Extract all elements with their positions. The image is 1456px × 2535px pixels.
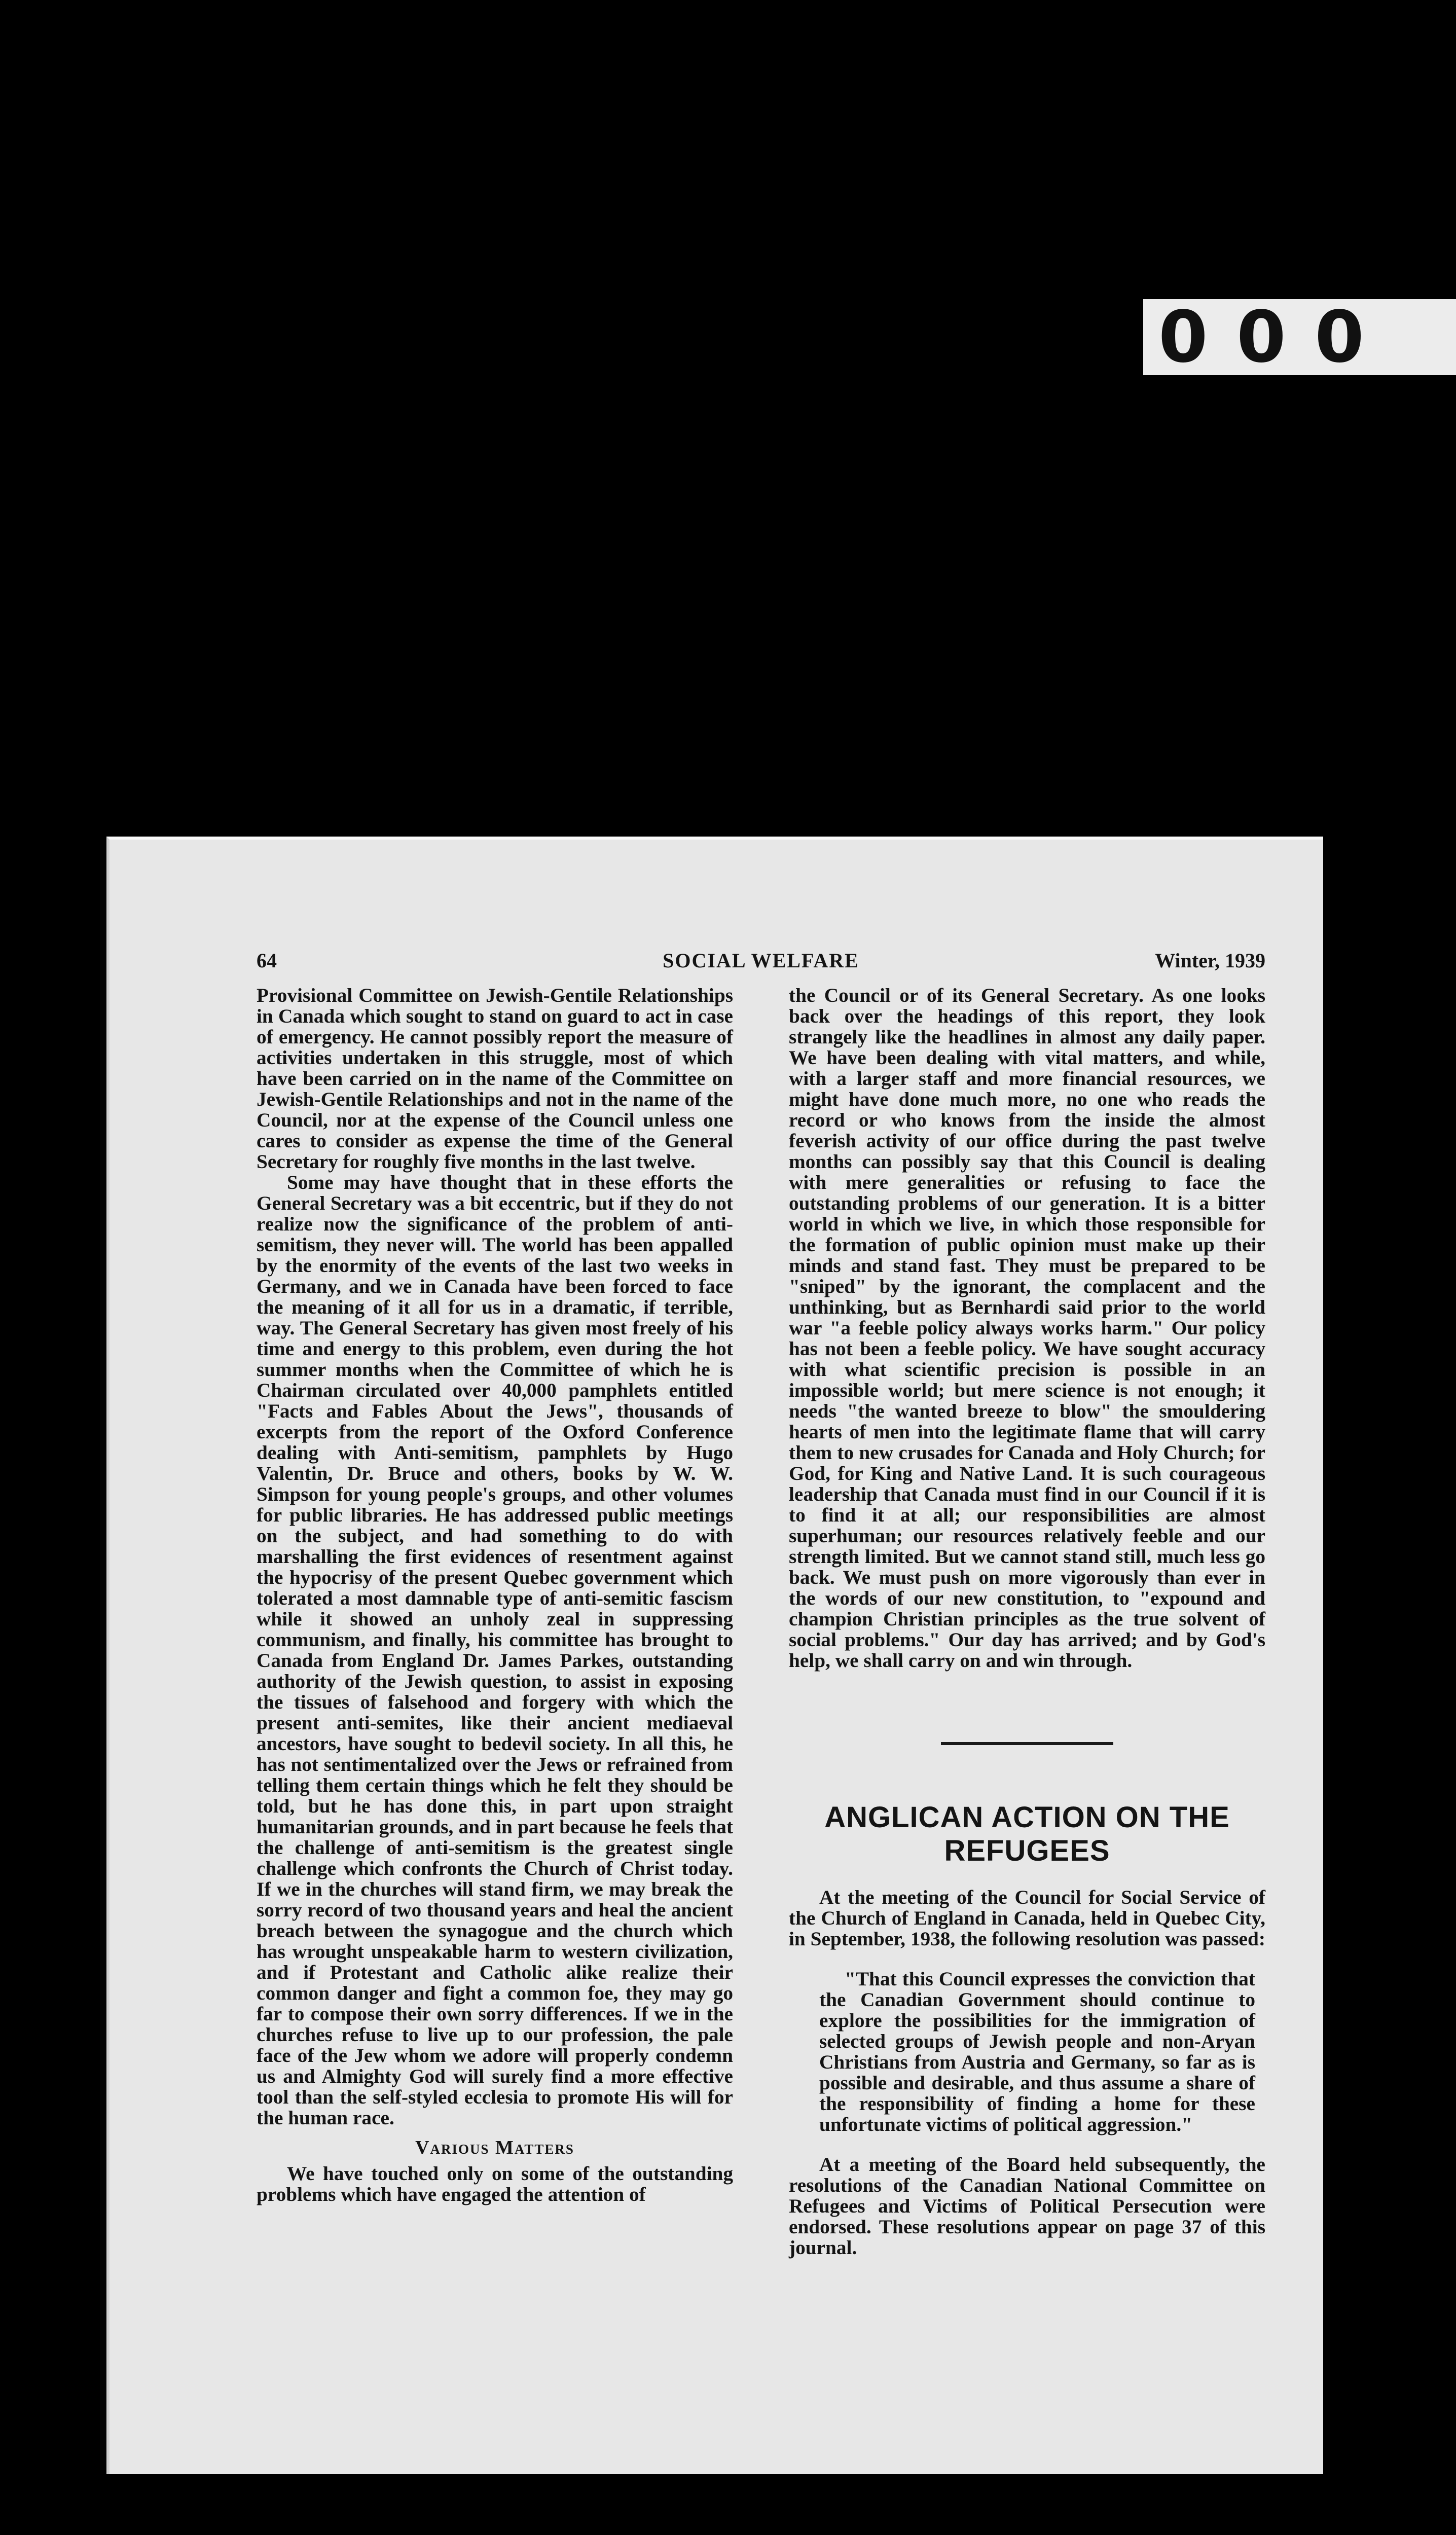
frame-number-text: 0 0 0 <box>1158 296 1366 379</box>
journal-title: SOCIAL WELFARE <box>663 949 859 972</box>
paragraph: At the meeting of the Council for Social Service of the Church of England in Canada, held in Quebec City, in September, 1938, the following resolution was passed: <box>789 1886 1265 1950</box>
section-divider <box>941 1742 1113 1745</box>
left-column <box>257 985 733 2205</box>
running-head <box>257 949 1265 979</box>
resolution-text: "That this Council expresses the conviction that the Canadian Government should continue to explore the possibilities for the immigration of selected groups of Jewish people and non-Aryan Christians from Austria and Germany, so far as is possible and desirable, and thus assume a share of the responsibility of finding a home for these unfortunate victims of political aggression." <box>819 1968 1255 2135</box>
article-title-line: ANGLICAN ACTION ON THE <box>824 1801 1230 1834</box>
paragraph: Provisional Committee on Jewish-Gentile Relationships in Canada which sought to stand on guard to act in case of emergency. He cannot possibly report the measure of activities undertaken in this struggle, most of which have been carried on in the name of the Committee on Jewish-Gentile Relationships and not in the name of the Council, nor at the expense of the Council unless one cares to consider as expense the time of the General Secretary for roughly five months in the last twelve. <box>257 984 733 1173</box>
paragraph: the Council or of its General Secretary. As one looks back over the headings of this report, they look strangely like the headlines in almost any daily paper. We have been dealing with vital matters, and while, with a larger staff and more financial resources, we might have done much more, no one who reads the record or who knows from the inside the almost feverish activity of our office during the past twelve months can possibly say that this Council is dealing with mere generalities or refusing to face the outstanding problems of our generation. It is a bitter world in which we live, in which those responsible for the formation of public opinion must make up their minds and stand fast. They must be prepared to be "sniped" by the ignorant, the complacent and the unthinking, but as Bernhardi said prior to the world war "a feeble policy always works harm." Our policy has not been a feeble policy. We have sought accuracy with what scientific precision is possible in an impossible world; but mere science is not enough; it needs "the wanted breeze to blow" the smouldering hearts of men into the legitimate flame that will carry them to new crusades for Canada and Holy Church; for God, for King and Native Land. It is such courageous leadership that Canada must find in our Council if it is to find it at all; our responsibilities are almost superhuman; our resources relatively feeble and our strength limited. But we cannot stand still, much less go back. We must push on more vigorously than ever in the words of our new constitution, to "expound and champion Christian principles as the true solvent of social problems." Our day has arrived; and by God's help, we shall carry on and win through. <box>789 984 1265 1672</box>
microfilm-frame-number <box>1143 296 1456 379</box>
article-title-line: REFUGEES <box>944 1834 1110 1867</box>
paragraph: Some may have thought that in these efforts the General Secretary was a bit eccentric, but if they do not realize now the significance of the problem of anti-semitism, they never will. The world has been appalled by the enormity of the events of the last two weeks in Germany, and we in Canada have been forced to face the meaning of it all for us in a dramatic, if terrible, way. The General Secretary has given most freely of his time and energy to this problem, even during the hot summer months when the Committee of which he is Chairman circulated over 40,000 pamphlets entitled "Facts and Fables About the Jews", thousands of excerpts from the report of the Oxford Conference dealing with Anti-semitism, pamphlets by Hugo Valentin, Dr. Bruce and others, books by W. W. Simpson for young people's groups, and other volumes for public libraries. He has addressed public meetings on the subject, and had something to do with marshalling the first evidences of resentment against the hypocrisy of the present Quebec government which tolerated a most damnable type of anti-semitic fascism while it showed an unholy zeal in suppressing communism, and finally, his committee has brought to Canada from England Dr. James Parkes, outstanding authority of the Jewish question, to assist in exposing the tissues of falsehood and forgery with which the present anti-semites, like their ancient mediaeval ancestors, have sought to bedevil society. In all this, he has not sentimentalized over the Jews or refrained from telling them certain things which he felt they should be told, but he has done this, in part upon straight humanitarian grounds, and in part because he feels that the challenge of anti-semitism is the greatest single challenge which confronts the Church of Christ today. If we in the churches will stand firm, we may break the sorry record of two thousand years and heal the ancient breach between the synagogue and the church which has wrought unspeakable harm to western civilization, and if Protestant and Catholic alike realize their common danger and fight a common foe, they may go far to compose their own sorry differences. If we in the churches refuse to live up to our profession, the pale face of the Jew whom we adore will properly condemn us and Almighty God will surely find a more effective tool than the self-styled ecclesia to promote His will for the human race. <box>257 1171 733 2129</box>
issue-date: Winter, 1939 <box>1155 949 1265 972</box>
right-column <box>789 985 1265 2258</box>
section-subhead: Various Matters <box>415 2137 574 2158</box>
resolution-quote <box>819 1969 1255 2135</box>
journal-page <box>106 837 1323 2474</box>
page-number: 64 <box>257 949 277 972</box>
page-content <box>257 949 1265 2449</box>
paragraph: At a meeting of the Board held subsequently, the resolutions of the Canadian National Committee on Refugees and Victims of Political Persecution were endorsed. These resolutions appear on page 37 of this journal. <box>789 2153 1265 2259</box>
article-title <box>789 1801 1265 1868</box>
paragraph: We have touched only on some of the outstanding problems which have engaged the attention of <box>257 2162 733 2205</box>
